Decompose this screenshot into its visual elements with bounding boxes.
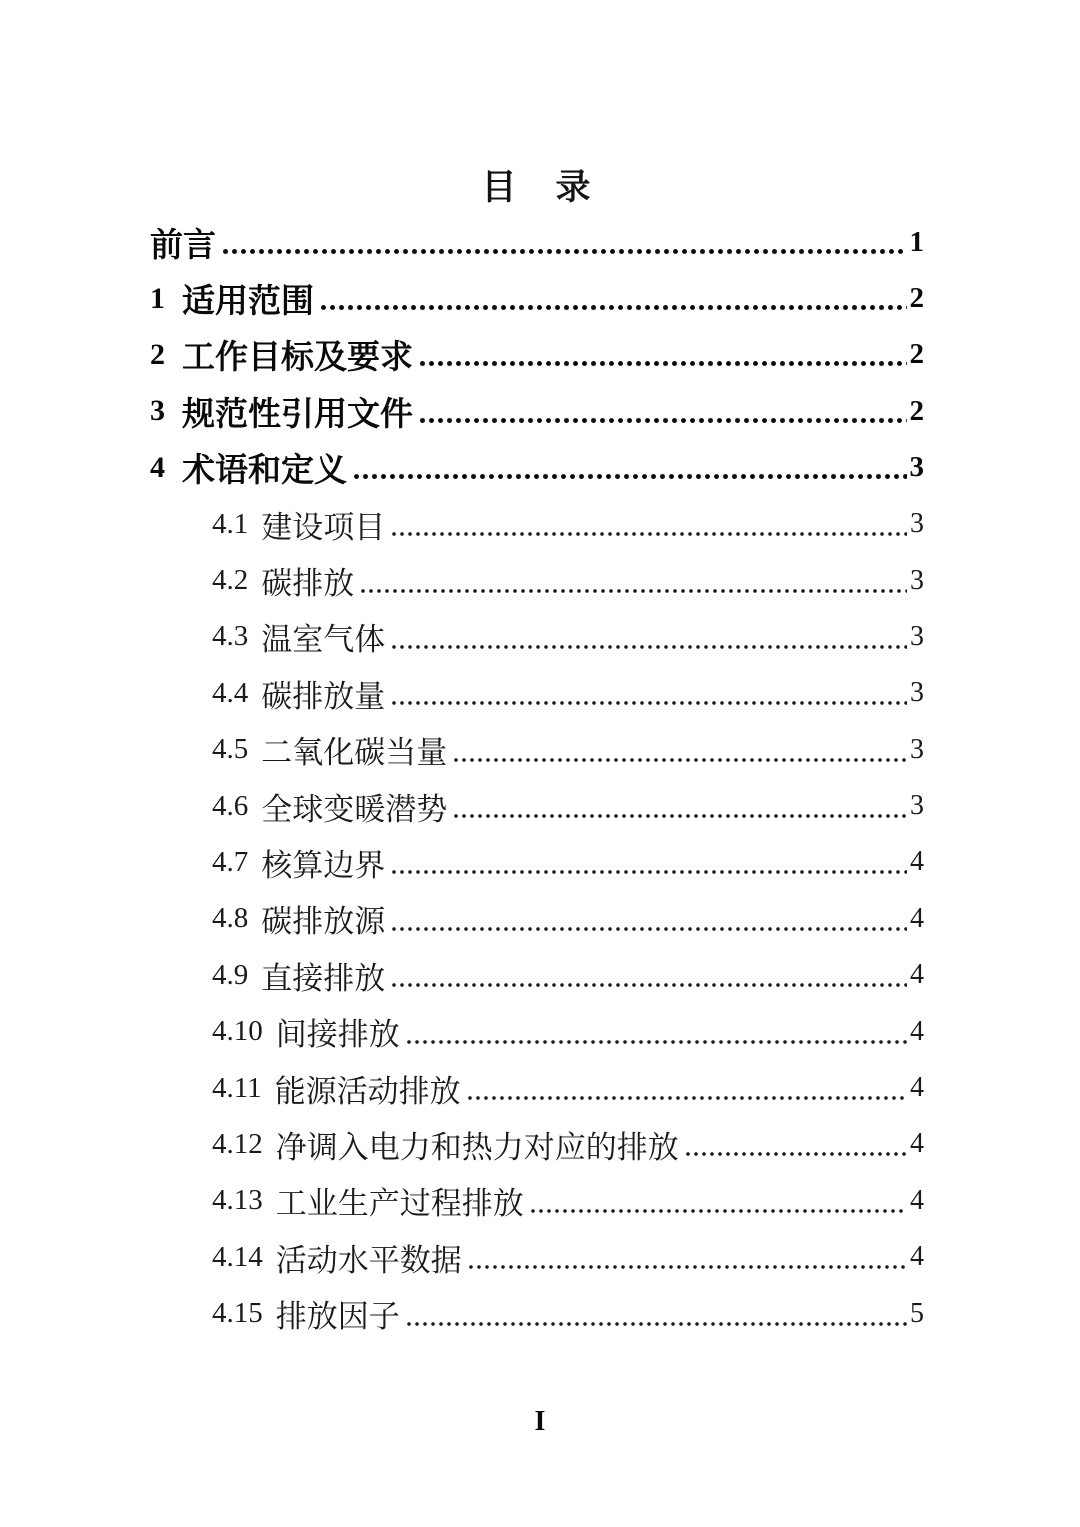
toc-entry-label: 碳排放源 [261,904,386,940]
toc-entry-page: 4 [910,959,924,991]
toc-entry [150,1229,924,1285]
toc-entry-page: 4 [910,1128,924,1160]
toc-entry-page: 3 [910,564,924,596]
toc-entry-number: 4.15 [212,1297,263,1330]
toc-entry-page: 4 [910,902,924,934]
toc-entry-label: 排放因子 [275,1299,400,1335]
toc-entry-page: 3 [910,508,924,540]
dot-leader [466,1060,907,1116]
dot-leader [452,722,907,778]
dot-leader [390,834,907,890]
toc-entry-label: 术语和定义 [182,451,347,489]
dot-leader [390,665,907,721]
toc-entry-number: 2 [150,337,165,371]
toc-entry [150,947,924,1003]
dot-leader [221,214,907,270]
toc-entry [150,1003,924,1059]
toc-entry-number: 4.4 [212,676,249,709]
toc-title: 目 录 [481,168,593,207]
toc-entry [150,891,924,947]
toc-entry [150,609,924,665]
dot-leader [467,1229,907,1285]
dot-leader [319,270,907,326]
toc-entry-page: 4 [910,1184,924,1216]
toc-entry-number: 4.3 [212,620,249,653]
toc-entry-number: 4.5 [212,733,249,766]
toc-entry-label: 活动水平数据 [275,1242,462,1278]
toc-entry-page: 4 [910,1072,924,1104]
dot-leader [452,778,907,834]
toc-entry [150,1285,924,1341]
toc-entry [150,552,924,608]
toc-entry [150,1173,924,1229]
toc-entry-number: 3 [150,394,165,428]
toc-entry-label: 工作目标及要求 [182,338,413,376]
toc-entry-page: 2 [909,282,924,315]
dot-leader [390,891,907,947]
toc-entry [150,1116,924,1172]
toc-entry-label: 前言 [150,225,216,263]
toc-entry-number: 4.1 [212,507,249,540]
toc-entry-label: 碳排放 [261,566,355,602]
dot-leader [390,496,907,552]
toc-entry-page: 4 [910,846,924,878]
toc-entry-page: 4 [910,1241,924,1273]
dot-leader [390,947,907,1003]
toc-entry-number: 4.9 [212,958,249,991]
dot-leader [418,383,907,439]
toc-entry [150,270,924,326]
toc-entry-label: 建设项目 [261,509,386,545]
toc-entry-label: 净调入电力和热力对应的排放 [275,1129,679,1165]
toc-entry-page: 3 [910,790,924,822]
toc-entry-label: 全球变暖潜势 [261,791,448,827]
dot-leader [529,1173,907,1229]
dot-leader [390,609,907,665]
toc-entry [150,214,924,270]
toc-entry [150,327,924,383]
dot-leader [684,1116,907,1172]
toc-entry-page: 3 [909,451,924,484]
toc-entry-page: 3 [910,620,924,652]
toc-entry [150,834,924,890]
toc-entry-number: 4.10 [212,1015,263,1048]
toc-entry-label: 温室气体 [261,622,386,658]
dot-leader [359,552,907,608]
toc-entry-page: 3 [910,733,924,765]
toc-entry-page: 4 [910,1015,924,1047]
toc-entry-label: 规范性引用文件 [182,394,413,432]
toc-entry-label: 碳排放量 [261,678,386,714]
toc-entry-number: 4.7 [212,845,249,878]
toc-entry-label: 间接排放 [275,1017,400,1053]
toc-entry-page: 2 [909,394,924,427]
toc-entry-page: 2 [909,338,924,371]
toc-entry-number: 4.11 [212,1071,262,1104]
toc-entry-number: 4.13 [212,1184,263,1217]
toc-entry [150,665,924,721]
toc-entry [150,1060,924,1116]
toc-entry-label: 直接排放 [261,960,386,996]
toc-entry [150,383,924,439]
dot-leader [352,440,907,496]
toc-entry-label: 能源活动排放 [274,1073,461,1109]
dot-leader [418,327,907,383]
toc-entry [150,496,924,552]
toc-entry [150,778,924,834]
dot-leader [405,1285,907,1341]
toc-entry-label: 适用范围 [182,282,314,320]
toc-entry-page: 5 [910,1297,924,1329]
toc-entry-label: 核算边界 [261,847,386,883]
toc-entry-page: 3 [910,677,924,709]
toc-entry [150,440,924,496]
toc-entry-number: 4.12 [212,1127,263,1160]
toc-entry-number: 1 [150,281,165,315]
toc-entry-number: 4.6 [212,789,249,822]
toc-entry-label: 二氧化碳当量 [261,735,448,771]
toc-entry-number: 4.2 [212,564,249,597]
toc-entry-number: 4.14 [212,1240,263,1273]
dot-leader [405,1003,907,1059]
toc-list [150,214,924,1342]
toc-entry-page: 1 [909,225,924,258]
toc-entry-label: 工业生产过程排放 [275,1186,524,1222]
toc-entry-number: 4.8 [212,902,249,935]
toc-entry-number: 4 [150,450,165,484]
page-number-footer: I [534,1406,546,1437]
toc-entry [150,722,924,778]
